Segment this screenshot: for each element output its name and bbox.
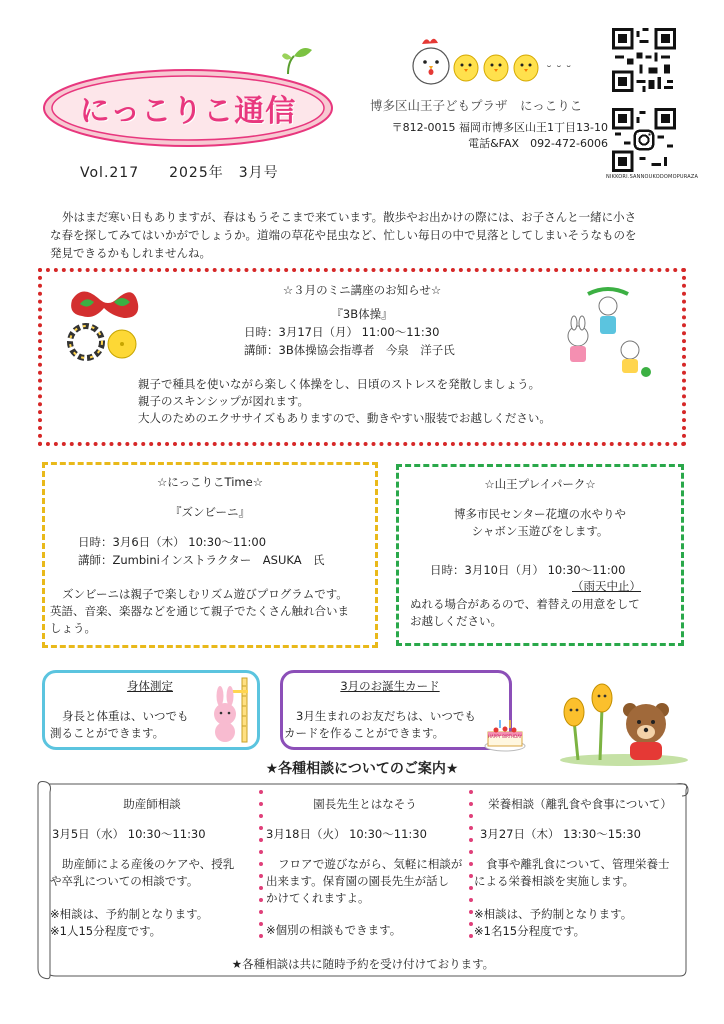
playpark-description: 博多市民センター花壇の水やりや シャボン玉遊びをします。 — [453, 507, 627, 538]
newsletter-title: にっこりこ通信 — [79, 94, 297, 129]
footprints-icon: ˘ ˘ ˘ — [546, 64, 572, 78]
consult-midwife-body: 助産師による産後のケアや、授乳 や卒乳についての相談です。 — [50, 857, 235, 888]
address-block: 〒812-0015 福岡市博多区山王1丁目13-10 電話&FAX 092-472-6006 — [391, 121, 608, 150]
consult-principal-title: 園長先生とはなそう — [313, 797, 417, 811]
consult-midwife-title: 助産師相談 — [123, 797, 181, 811]
mini-lecture-datetime: 日時：3月17日（月） 11:00～11:30 — [244, 325, 440, 339]
birthday-body: 3月生まれのお友だちは、いつでも カードを作ることができます。 — [284, 709, 476, 740]
sprout-icon — [280, 44, 314, 76]
nikkori-time-body: ズンビーニは親子で楽しむリズム遊びプログラムです。 英語、音楽、楽器などを通じて親子でたくさん触れ合いま しょう。 — [50, 587, 349, 635]
consult-nutrition-title: 栄養相談（離乳食や食事について） — [488, 797, 672, 811]
nikkori-time-name: 『ズンビーニ』 — [169, 505, 251, 519]
playpark-body: ぬれる場合があるので、着替えの用意をして お越しください。 — [410, 597, 640, 628]
consult-nutrition-datetime: 3月27日（木） 13:30～15:30 — [480, 827, 641, 841]
consult-principal-body: フロアで遊びながら、気軽に相談が 出来ます。保育園の園長先生が話し かけてくれますよ。 — [266, 857, 463, 905]
consult-nutrition-notes: ※相談は、予約制となります。 ※1名15分程度です。 — [474, 907, 633, 938]
consult-nutrition-body: 食事や離乳食について、管理栄養士 による栄養相談を実施します。 — [474, 857, 670, 888]
consultation-banner: ★各種相談についてのご案内★ — [265, 761, 459, 777]
nikkori-time-datetime: 日時：3月6日（木） 10:30～11:00 — [78, 535, 267, 549]
chick-icon — [482, 50, 510, 84]
playpark-rain-note: （雨天中止） — [572, 579, 641, 593]
column-divider — [257, 790, 265, 950]
organization-name: 博多区山王子どもプラザ にっこりこ — [370, 98, 583, 113]
children-exercising-icon — [558, 286, 658, 384]
consult-midwife-notes: ※相談は、予約制となります。 ※1人15分程度です。 — [50, 907, 209, 938]
intro-paragraph: 外はまだ寒い日もありますが、春はもうそこまで来ています。散歩やお出かけの際には、お子さんと一緒に小さ な春を探してみてはいかがでしょうか。道端の草花や昆虫など、忙しい毎日の中で見落としてしまいそうなものを 発見できるかもしれませんね。 — [50, 210, 637, 260]
bear-with-flowers-icon — [560, 680, 690, 766]
bunny-height-chart-icon — [206, 676, 258, 746]
chick-icon — [512, 50, 540, 84]
mini-lecture-instructor: 講師：3B体操協会指導者 今泉 洋子氏 — [244, 343, 455, 357]
instagram-qr-code-icon[interactable] — [612, 108, 676, 172]
consult-midwife-datetime: 3月5日（水） 10:30～11:30 — [52, 827, 206, 841]
nikkori-time-instructor: 講師：Zumbiniインストラクター ASUKA 氏 — [78, 553, 325, 567]
mini-lecture-body: 親子で種具を使いながら楽しく体操をし、日頃のストレスを発散しましょう。 親子のスキンシップが図れます。 大人のためのエクササイズもありますので、動きやすい服装でお越しください。 — [138, 377, 551, 425]
qr-caption: NIKKORI.SANNOUKODOMOPURAZA — [606, 174, 699, 180]
playpark-heading: ☆山王プレイパーク☆ — [484, 477, 596, 491]
consult-principal-datetime: 3月18日（火） 10:30～11:30 — [266, 827, 427, 841]
playpark-datetime: 日時：3月10日（月） 10:30～11:00 — [430, 563, 626, 577]
consult-principal-notes: ※個別の相談もできます。 — [266, 923, 402, 937]
body-measurement-body: 身長と体重は、いつでも 測ることができます。 — [50, 709, 189, 740]
qr-code-icon[interactable] — [612, 28, 676, 92]
nikkori-time-heading: ☆にっこりこTime☆ — [156, 475, 264, 489]
mini-lecture-name: 『3B体操』 — [331, 307, 393, 321]
exercise-equipment-icon — [64, 286, 144, 364]
chicken-icon — [408, 36, 454, 86]
birthday-cake-label: HAPPY BIRTHDAY — [488, 734, 522, 739]
issue-number: Vol.217 2025年 3月号 — [80, 165, 279, 181]
birthday-heading: 3月のお誕生カード — [340, 679, 440, 693]
mini-lecture-heading: ☆３月のミニ講座のお知らせ☆ — [282, 283, 442, 297]
chick-icon — [452, 50, 480, 84]
body-measurement-heading: 身体測定 — [127, 679, 173, 693]
consultation-footer: ★各種相談は共に随時予約を受け付けております。 — [231, 957, 495, 971]
